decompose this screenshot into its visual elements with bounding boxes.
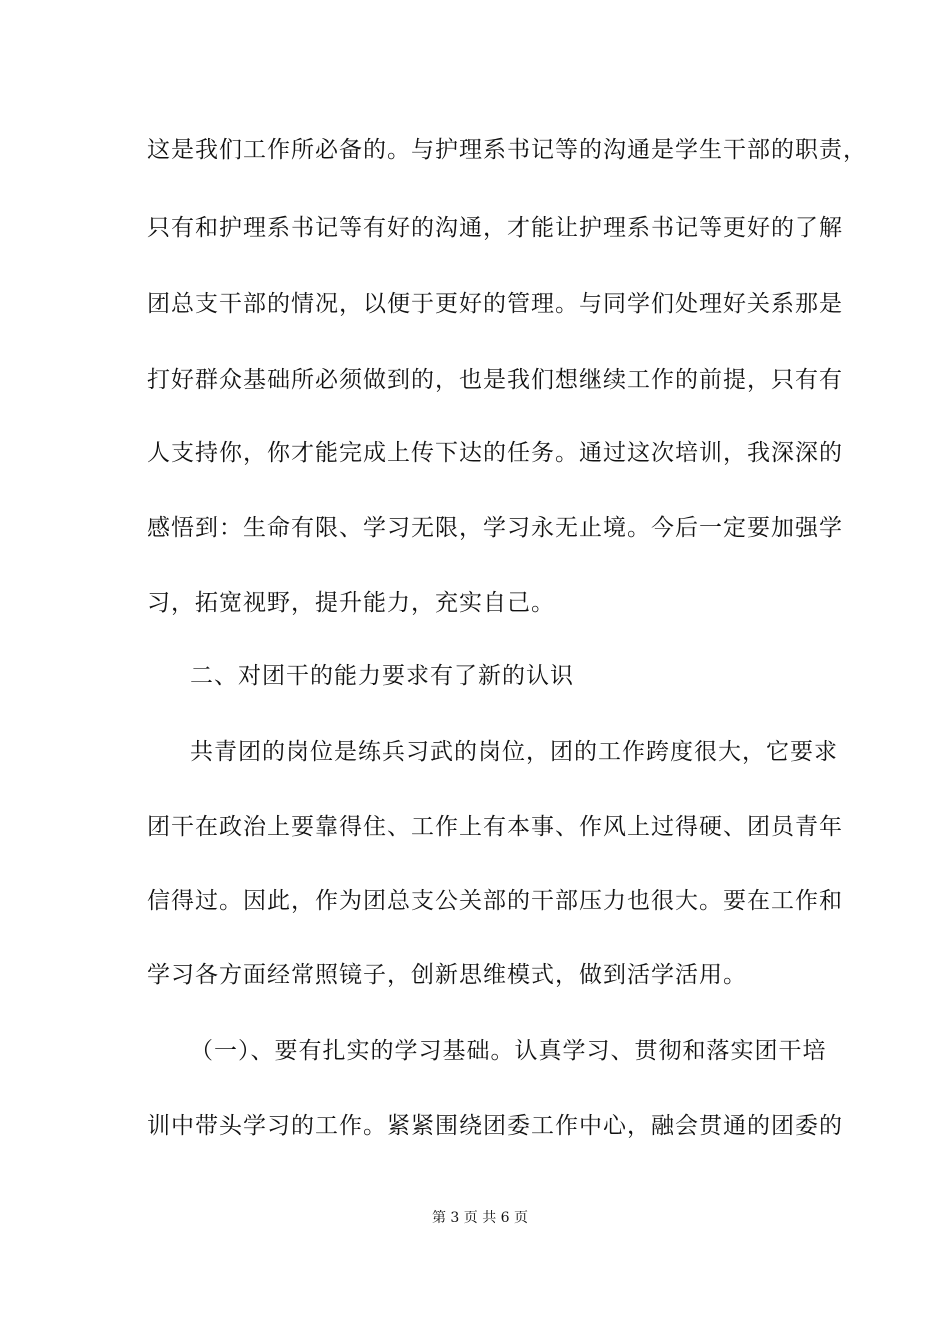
paragraph-line-3: 团总支干部的情况，以便于更好的管理。与同学们处理好关系那是 xyxy=(147,291,843,317)
paragraph-line-4: 打好群众基础所必须做到的，也是我们想继续工作的前提，只有有 xyxy=(147,367,843,393)
paragraph-line-10: 团干在政治上要靠得住、工作上有本事、作风上过得硬、团员青年 xyxy=(147,814,843,840)
paragraph-line-11: 信得过。因此，作为团总支公关部的干部压力也很大。要在工作和 xyxy=(147,888,843,914)
page-footer xyxy=(0,1208,950,1228)
paragraph-line-6: 感悟到：生命有限、学习无限，学习永无止境。今后一定要加强学 xyxy=(147,515,843,541)
page-number: 第 3 页 共 6 页 xyxy=(431,1210,529,1226)
paragraph-line-9: 共青团的岗位是练兵习武的岗位，团的工作跨度很大，它要求 xyxy=(190,739,838,765)
paragraph-line-12: 学习各方面经常照镜子，创新思维模式，做到活学活用。 xyxy=(147,962,747,988)
paragraph-line-14: 训中带头学习的工作。紧紧围绕团委工作中心，融会贯通的团委的 xyxy=(147,1113,843,1139)
paragraph-line-5: 人支持你，你才能完成上传下达的任务。通过这次培训，我深深的 xyxy=(147,440,843,466)
paragraph-line-7: 习，拓宽视野，提升能力，充实自己。 xyxy=(147,590,555,616)
paragraph-line-13: （一）、要有扎实的学习基础。认真学习、贯彻和落实团干培 xyxy=(190,1038,827,1064)
paragraph-line-2: 只有和护理系书记等有好的沟通，才能让护理系书记等更好的了解 xyxy=(147,215,843,241)
paragraph-line-1: 这是我们工作所必备的。与护理系书记等的沟通是学生干部的职责， xyxy=(147,137,867,163)
section-heading: 二、对团干的能力要求有了新的认识 xyxy=(190,663,574,689)
